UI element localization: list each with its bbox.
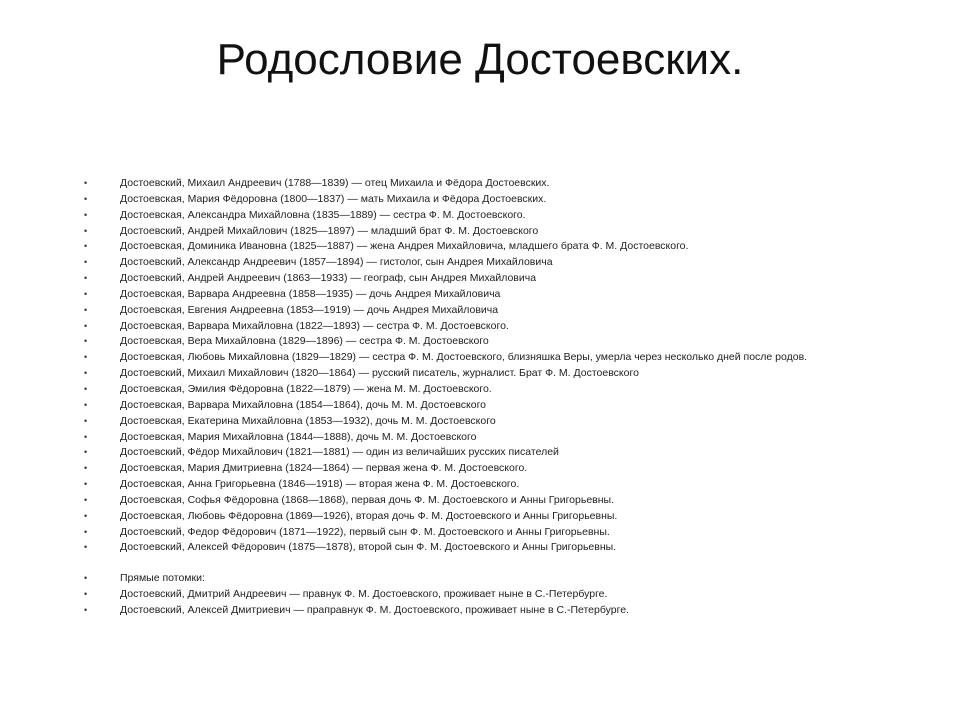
list-item-text: Достоевская, Мария Фёдоровна (1800—1837) — мать Михаила и Фёдора Достоевских.: [120, 192, 547, 205]
bullet-icon: •: [84, 320, 88, 331]
bullet-icon: •: [84, 241, 88, 252]
bullet-icon: •: [84, 273, 88, 284]
list-item: [84, 334, 944, 350]
list-item-text: Достоевская, Софья Фёдоровна (1868—1868), первая дочь Ф. М. Достоевского и Анны Григорьевны.: [120, 493, 615, 506]
bullet-icon: •: [84, 604, 88, 615]
bullet-icon: •: [84, 288, 88, 299]
bullet-icon: •: [84, 178, 88, 188]
bullet-icon: •: [84, 589, 88, 600]
list-item: [84, 525, 944, 541]
list-item-text: Достоевский, Александр Андреевич (1857—1894) — гистолог, сын Андрея Михайловича: [120, 256, 553, 269]
bullet-icon: •: [84, 542, 88, 553]
list-item-text: Достоевская, Екатерина Михайловна (1853—1932), дочь М. М. Достоевского: [120, 414, 496, 427]
list-item-text: Достоевская, Доминика Ивановна (1825—1887) — жена Андрея Михайловича, младшего брата Ф. М. Достоевского.: [120, 240, 689, 253]
list-spacer: [84, 556, 944, 571]
list-item: [84, 319, 944, 335]
bullet-icon: •: [84, 225, 88, 236]
bullet-icon: •: [84, 526, 88, 537]
list-item-text: Достоевская, Мария Дмитриевна (1824—1864) — первая жена Ф. М. Достоевского.: [120, 462, 528, 475]
genealogy-list: [84, 176, 944, 619]
list-item-text: Достоевский, Фёдор Михайлович (1821—1881) — один из величайших русских писателей: [120, 446, 559, 459]
list-item-text: Достоевский, Алексей Фёдорович (1875—1878), второй сын Ф. М. Достоевского и Анны Григорьевны.: [120, 541, 617, 554]
list-item: [84, 477, 944, 493]
list-item-text: Достоевская, Варвара Михайловна (1822—1893) — сестра Ф. М. Достоевского.: [120, 319, 509, 332]
bullet-icon: •: [84, 573, 88, 584]
list-item: [84, 255, 944, 271]
list-item-text: Достоевский, Андрей Андреевич (1863—1933) — географ, сын Андрея Михайловича: [120, 272, 537, 285]
list-item-text: Достоевская, Варвара Андреевна (1858—1935) — дочь Андрея Михайловича: [120, 287, 501, 300]
bullet-icon: •: [84, 510, 88, 521]
list-item: [84, 271, 944, 287]
list-item: [84, 239, 944, 255]
list-item-text: Достоевский, Михаил Андреевич (1788—1839) — отец Михаила и Фёдора Достоевских.: [120, 177, 550, 189]
list-item-text: Достоевская, Вера Михайловна (1829—1896) — сестра Ф. М. Достоевского: [120, 335, 489, 348]
bullet-icon: •: [84, 352, 88, 363]
list-item: [84, 414, 944, 430]
list-item-text: Достоевская, Евгения Андреевна (1853—1919) — дочь Андрея Михайловича: [120, 303, 499, 316]
list-item-text: Достоевская, Любовь Фёдоровна (1869—1926), вторая дочь Ф. М. Достоевского и Анны Григорьевны.: [120, 509, 618, 522]
list-item: [84, 540, 944, 556]
list-item-text: Достоевский, Дмитрий Андреевич — правнук Ф. М. Достоевского, проживает ныне в С.-Петербурге.: [120, 588, 608, 601]
list-item-text: Достоевский, Андрей Михайлович (1825—1897) — младший брат Ф. М. Достоевского: [120, 224, 539, 237]
list-item: [84, 192, 944, 208]
list-item: [84, 287, 944, 303]
bullet-icon: •: [84, 431, 88, 442]
list-item-text: Достоевская, Варвара Михайловна (1854—1864), дочь М. М. Достоевского: [120, 398, 487, 411]
list-item: [84, 176, 944, 192]
bullet-icon: •: [84, 447, 88, 458]
list-item-text: Достоевская, Мария Михайловна (1844—1888), дочь М. М. Достоевского: [120, 430, 477, 443]
bullet-icon: •: [84, 463, 88, 474]
list-item: [84, 445, 944, 461]
bullet-icon: •: [84, 399, 88, 410]
bullet-icon: •: [84, 415, 88, 426]
list-item-text: Прямые потомки:: [120, 572, 205, 585]
list-item: [84, 461, 944, 477]
list-item: [84, 493, 944, 509]
list-item: [84, 366, 944, 382]
bullet-icon: •: [84, 257, 88, 268]
list-item: [84, 603, 944, 619]
bullet-icon: •: [84, 479, 88, 490]
bullet-icon: •: [84, 336, 88, 347]
list-item: [84, 398, 944, 414]
list-item: [84, 303, 944, 319]
list-item: [84, 224, 944, 240]
list-item-text: Достоевская, Александра Михайловна (1835—1889) — сестра Ф. М. Достоевского.: [120, 208, 526, 221]
list-item-text: Достоевская, Любовь Михайловна (1829—1829) — сестра Ф. М. Достоевского, близняшка Веры, умерла через несколько дней после родов.: [120, 351, 808, 364]
list-item-text: Достоевский, Федор Фёдорович (1871—1922), первый сын Ф. М. Достоевского и Анны Григорьевны.: [120, 525, 610, 538]
list-item: [84, 430, 944, 446]
descendants-heading: [84, 571, 944, 587]
bullet-icon: •: [84, 368, 88, 379]
list-item: [84, 509, 944, 525]
list-item-text: Достоевская, Анна Григорьевна (1846—1918) — вторая жена Ф. М. Достоевского.: [120, 478, 520, 491]
bullet-icon: •: [84, 193, 88, 204]
bullet-icon: •: [84, 383, 88, 394]
list-item: [84, 208, 944, 224]
list-item-text: Достоевская, Эмилия Фёдоровна (1822—1879) — жена М. М. Достоевского.: [120, 382, 492, 395]
list-item-text: Достоевский, Алексей Дмитриевич — праправнук Ф. М. Достоевского, проживает ныне в С.-Петербурге.: [120, 603, 629, 616]
list-item: [84, 587, 944, 603]
bullet-icon: •: [84, 209, 88, 220]
list-item: [84, 382, 944, 398]
bullet-icon: •: [84, 304, 88, 315]
list-item: [84, 350, 944, 366]
slide-title: Родословие Достоевских.: [216, 35, 744, 84]
list-item-text: Достоевский, Михаил Михайлович (1820—1864) — русский писатель, журналист. Брат Ф. М. Достоевского: [120, 367, 639, 380]
bullet-icon: •: [84, 494, 88, 505]
